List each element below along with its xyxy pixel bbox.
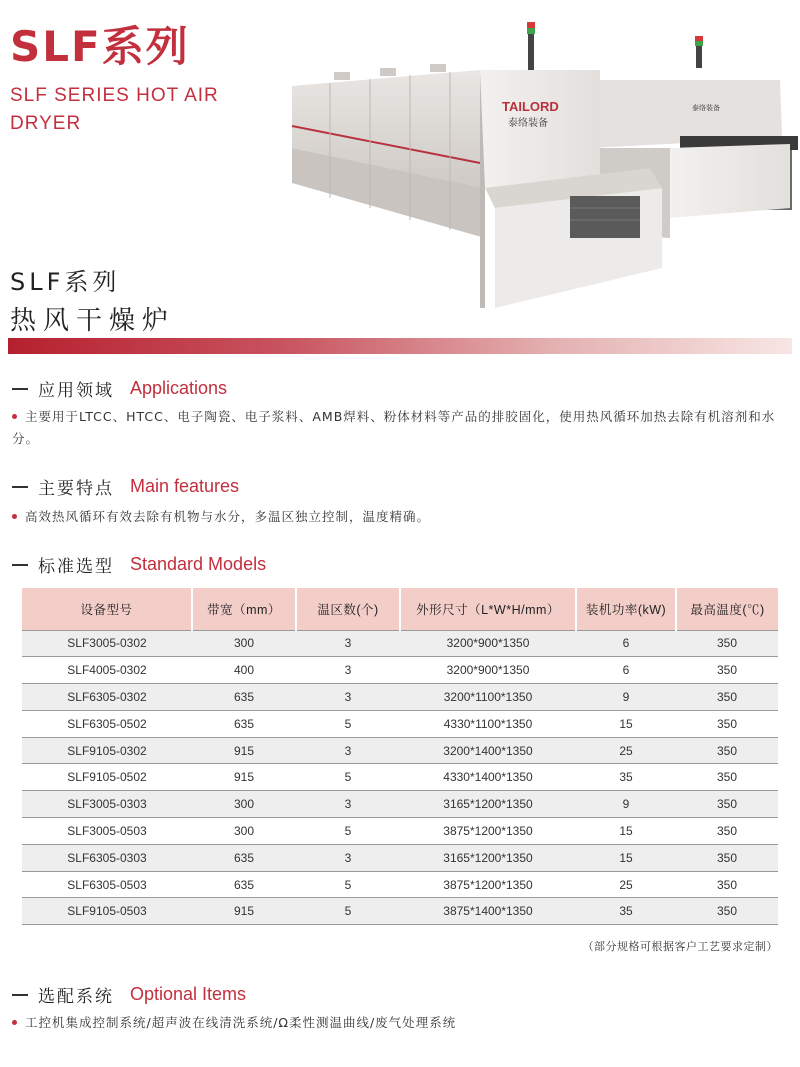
- table-cell: 300: [192, 818, 296, 845]
- table-row: [22, 710, 778, 737]
- column-header: 温区数(个): [296, 588, 400, 630]
- dash-icon: [12, 486, 28, 488]
- table-cell: 3875*1400*1350: [400, 898, 576, 925]
- table-cell: 3: [296, 684, 400, 711]
- table-cell: SLF9105-0502: [22, 764, 192, 791]
- table-cell: 3: [296, 844, 400, 871]
- table-row: [22, 684, 778, 711]
- table-cell: 350: [676, 844, 778, 871]
- table-cell: 635: [192, 871, 296, 898]
- table-cell: 3875*1200*1350: [400, 871, 576, 898]
- table-cell: 6: [576, 630, 676, 657]
- decorative-gradient-bar: [8, 338, 792, 354]
- table-cell: 915: [192, 764, 296, 791]
- features-text: 高效热风循环有效去除有机物与水分，多温区独立控制，温度精确。: [12, 506, 788, 528]
- bullet-icon: [12, 1020, 17, 1025]
- table-row: [22, 898, 778, 925]
- section-title-cn: 选配系统: [38, 987, 114, 1007]
- table-cell: 350: [676, 818, 778, 845]
- table-cell: 3200*900*1350: [400, 630, 576, 657]
- bullet-icon: [12, 514, 17, 519]
- section-title-en: Main features: [130, 476, 240, 496]
- table-row: [22, 657, 778, 684]
- brand-logo-cn: 泰络装备: [508, 118, 548, 129]
- table-cell: 4330*1400*1350: [400, 764, 576, 791]
- dash-icon: [12, 564, 28, 566]
- table-cell: 5: [296, 710, 400, 737]
- table-cell: 350: [676, 710, 778, 737]
- table-cell: 5: [296, 818, 400, 845]
- table-cell: 25: [576, 737, 676, 764]
- section-title-en: Applications: [130, 378, 228, 398]
- subtitle-line-2: DRYER: [10, 113, 82, 134]
- table-cell: 15: [576, 710, 676, 737]
- table-cell: 15: [576, 818, 676, 845]
- page-title: SLF系列: [10, 22, 190, 71]
- section-title-cn: 标准选型: [38, 557, 114, 577]
- column-header: 最高温度(℃): [676, 588, 778, 630]
- table-cell: 3: [296, 630, 400, 657]
- table-cell: 3200*1100*1350: [400, 684, 576, 711]
- table-cell: 5: [296, 871, 400, 898]
- section-optional-heading: [12, 982, 246, 1007]
- brand-logo: TAILORD: [502, 99, 559, 114]
- table-cell: 3: [296, 657, 400, 684]
- table-cell: 350: [676, 737, 778, 764]
- table-cell: 3200*1400*1350: [400, 737, 576, 764]
- table-cell: 3165*1200*1350: [400, 844, 576, 871]
- table-cell: SLF6305-0502: [22, 710, 192, 737]
- applications-text: 主要用于LTCC、HTCC、电子陶瓷、电子浆料、AMB焊料、粉体材料等产品的排胶固化，使用热风循环加热去除有机溶剂和水分。: [12, 409, 776, 446]
- table-cell: 25: [576, 871, 676, 898]
- table-cell: SLF3005-0303: [22, 791, 192, 818]
- bullet-icon: [12, 414, 17, 419]
- optional-text: 工控机集成控制系统/超声波在线清洗系统/Ω柔性测温曲线/废气处理系统: [12, 1012, 788, 1034]
- models-table: [22, 588, 778, 925]
- table-row: [22, 737, 778, 764]
- table-row: [22, 818, 778, 845]
- dash-icon: [12, 994, 28, 996]
- table-cell: 635: [192, 710, 296, 737]
- section-models-heading: [12, 552, 266, 577]
- column-header: 带宽（mm）: [192, 588, 296, 630]
- table-cell: 350: [676, 764, 778, 791]
- table-cell: SLF3005-0503: [22, 818, 192, 845]
- section-title-en: Optional Items: [130, 984, 247, 1004]
- table-cell: 4330*1100*1350: [400, 710, 576, 737]
- dash-icon: [12, 388, 28, 390]
- column-header: 装机功率(kW): [576, 588, 676, 630]
- table-cell: 5: [296, 764, 400, 791]
- table-row: [22, 791, 778, 818]
- table-cell: 915: [192, 737, 296, 764]
- table-cell: 3875*1200*1350: [400, 818, 576, 845]
- column-header: 设备型号: [22, 588, 192, 630]
- product-series: SLF系列: [10, 268, 121, 296]
- table-cell: 350: [676, 898, 778, 925]
- table-cell: 35: [576, 764, 676, 791]
- table-cell: SLF9105-0302: [22, 737, 192, 764]
- table-cell: 350: [676, 791, 778, 818]
- table-cell: SLF6305-0303: [22, 844, 192, 871]
- section-applications-heading: [12, 376, 227, 401]
- table-cell: SLF3005-0302: [22, 630, 192, 657]
- table-cell: 15: [576, 844, 676, 871]
- table-cell: SLF6305-0302: [22, 684, 192, 711]
- table-cell: 35: [576, 898, 676, 925]
- section-title-cn: 应用领域: [38, 381, 114, 401]
- table-cell: 3: [296, 791, 400, 818]
- brand-logo-cn-small: 泰络装备: [692, 104, 720, 112]
- table-cell: 3200*900*1350: [400, 657, 576, 684]
- table-cell: 400: [192, 657, 296, 684]
- table-cell: SLF6305-0503: [22, 871, 192, 898]
- table-note: （部分规格可根据客户工艺要求定制）: [582, 940, 778, 953]
- table-cell: 350: [676, 630, 778, 657]
- table-cell: 635: [192, 684, 296, 711]
- table-cell: 300: [192, 791, 296, 818]
- section-features-heading: [12, 474, 239, 499]
- table-cell: 300: [192, 630, 296, 657]
- table-cell: 5: [296, 898, 400, 925]
- table-cell: 9: [576, 684, 676, 711]
- table-header-row: [22, 588, 778, 630]
- table-cell: 635: [192, 844, 296, 871]
- table-cell: SLF9105-0503: [22, 898, 192, 925]
- table-row: [22, 844, 778, 871]
- table-cell: SLF4005-0302: [22, 657, 192, 684]
- table-cell: 3: [296, 737, 400, 764]
- section-title-cn: 主要特点: [38, 479, 114, 499]
- table-row: [22, 630, 778, 657]
- table-cell: 915: [192, 898, 296, 925]
- table-cell: 350: [676, 871, 778, 898]
- page-subtitle-en: [10, 82, 250, 138]
- subtitle-line-1: SLF SERIES HOT AIR: [10, 85, 219, 106]
- column-header: 外形尺寸（L*W*H/mm）: [400, 588, 576, 630]
- dryer-machine-illustration: [270, 8, 800, 318]
- table-cell: 350: [676, 684, 778, 711]
- table-row: [22, 871, 778, 898]
- table-cell: 3165*1200*1350: [400, 791, 576, 818]
- table-cell: 350: [676, 657, 778, 684]
- table-cell: 9: [576, 791, 676, 818]
- table-row: [22, 764, 778, 791]
- section-title-en: Standard Models: [130, 554, 267, 574]
- product-name: 热风干燥炉: [10, 306, 176, 336]
- table-cell: 6: [576, 657, 676, 684]
